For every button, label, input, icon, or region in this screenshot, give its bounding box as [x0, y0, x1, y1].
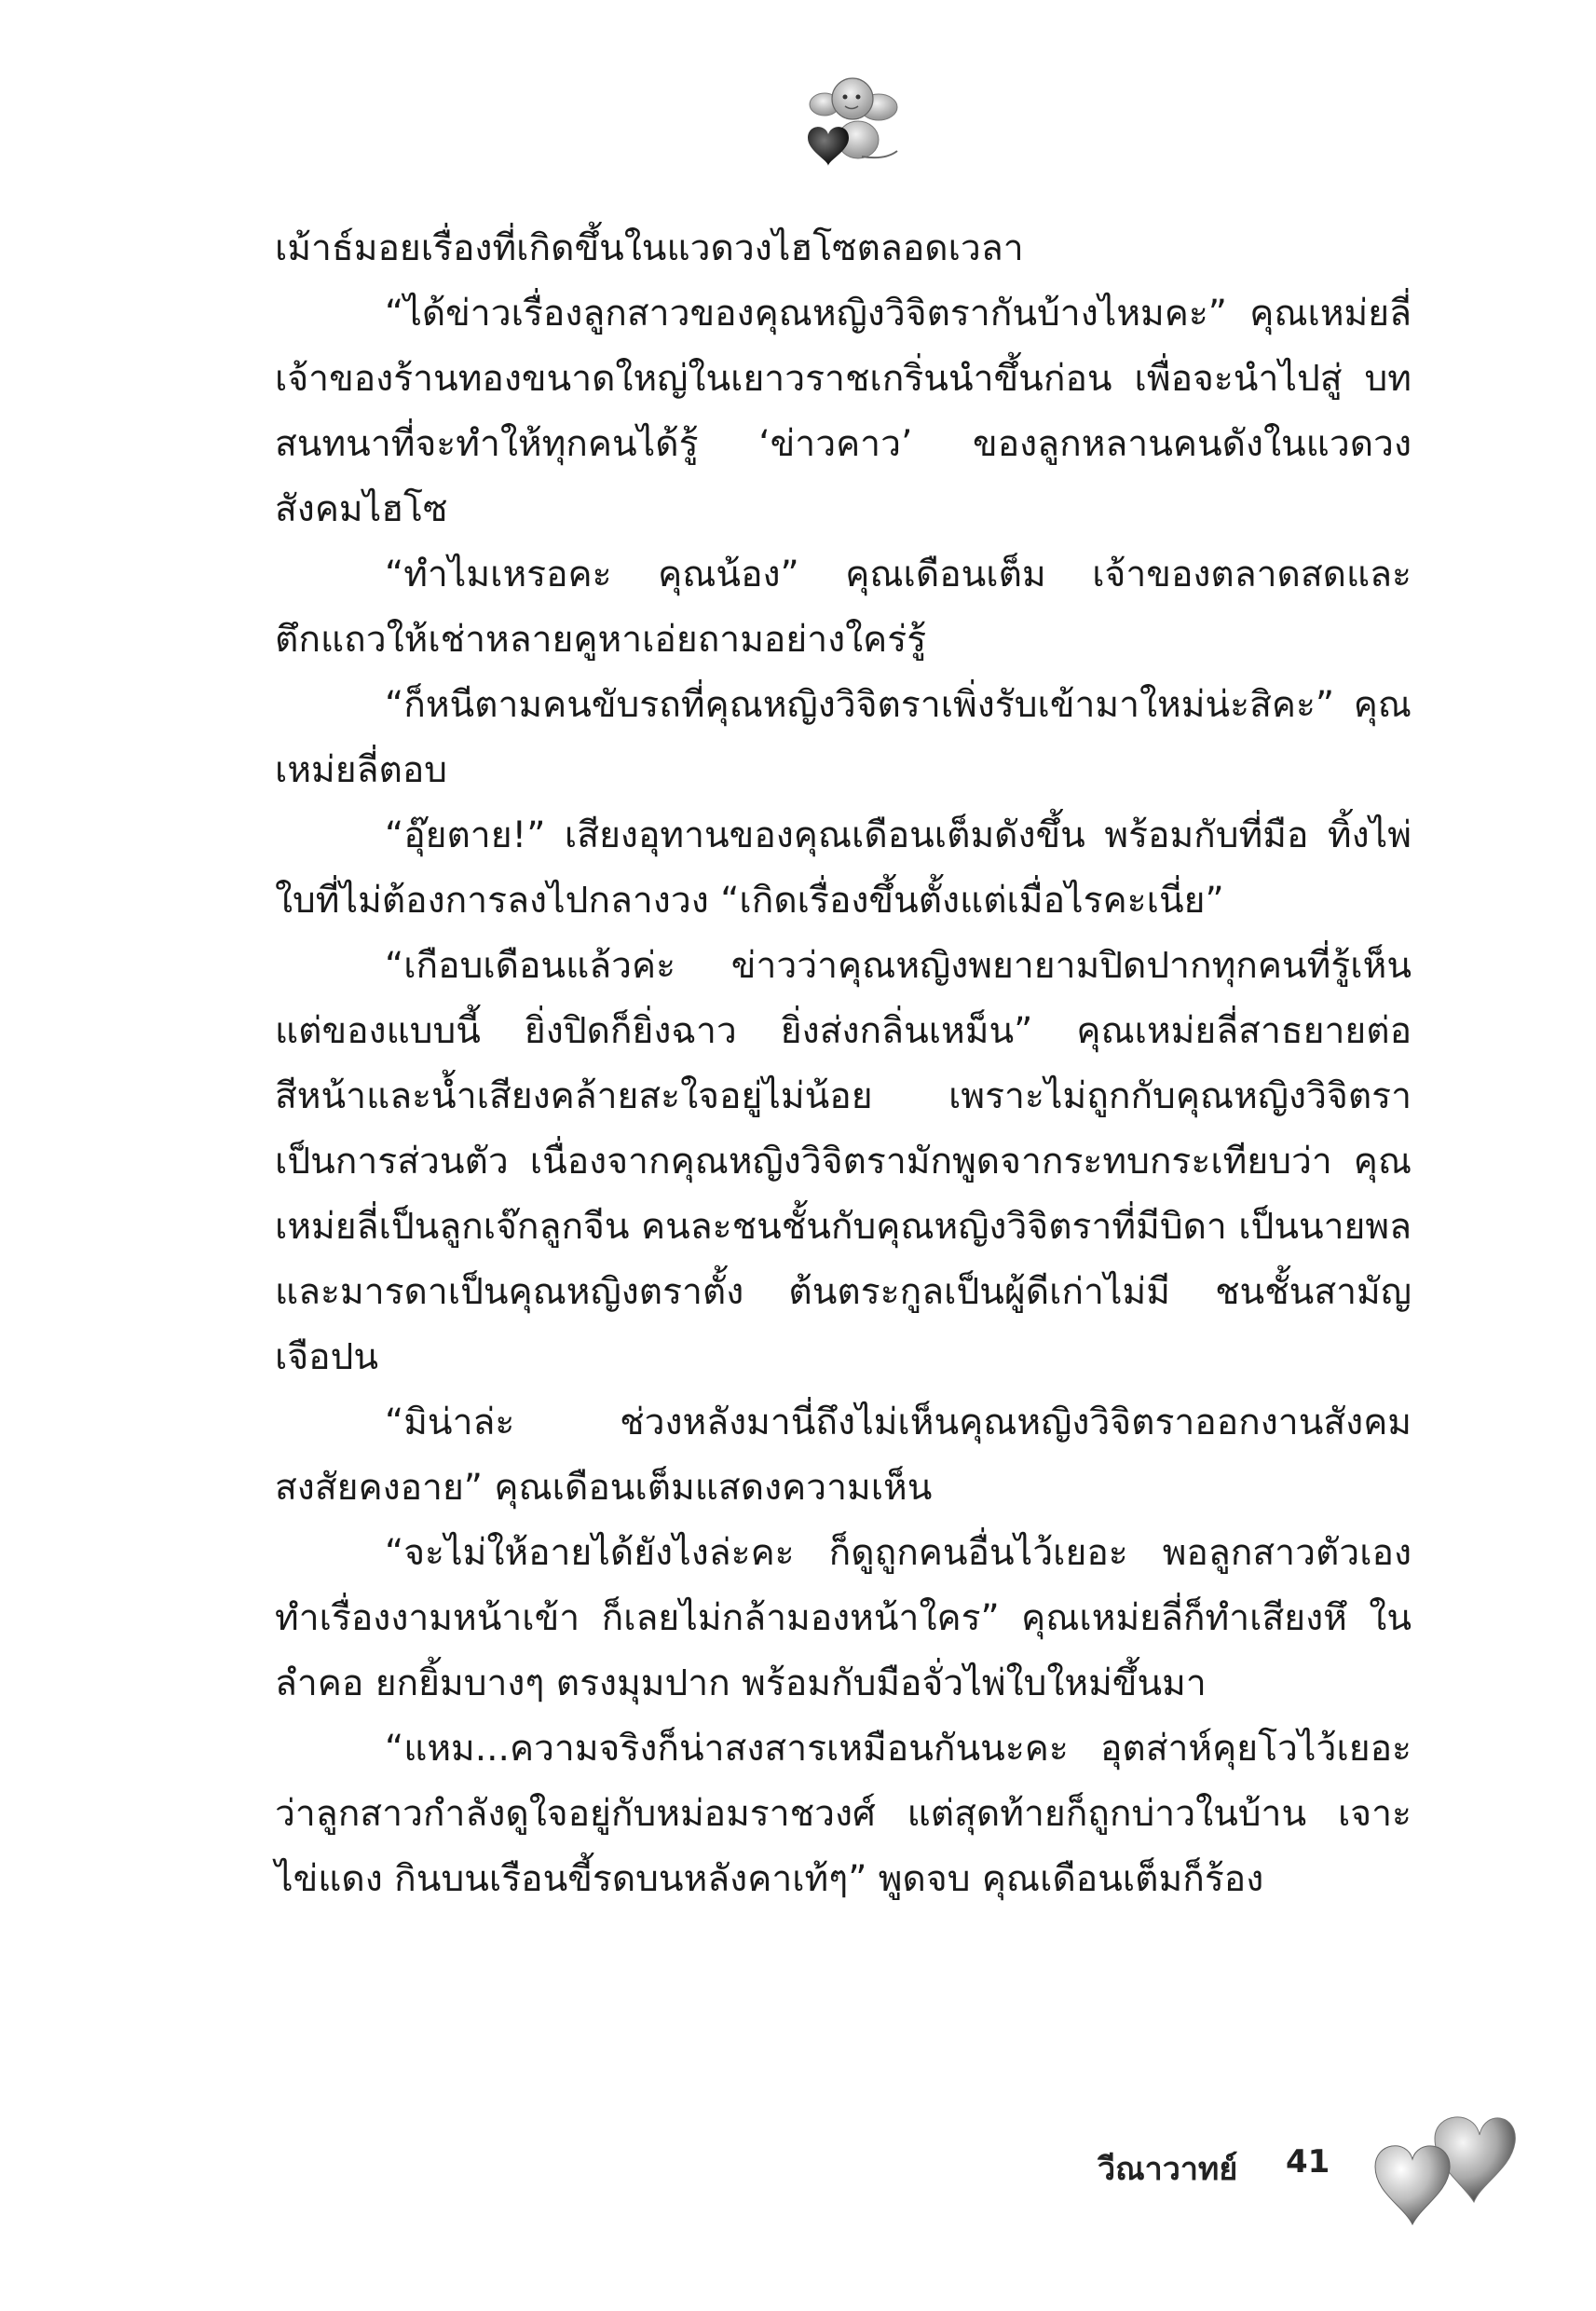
- running-footer-title: วีณาวาทย์: [1098, 2151, 1238, 2188]
- cupid-holding-heart-icon: [797, 65, 904, 172]
- paragraph: เม้าธ์มอยเรื่องที่เกิดขึ้นในแวดวงไฮโซตลอดเวลา: [275, 227, 1024, 269]
- paragraph: “ก็หนีตามคนขับรถที่คุณหญิงวิจิตราเพิ่งรับเข้ามาใหม่น่ะสิคะ” คุณเหม่ยลี่ตอบ: [275, 684, 1412, 791]
- paragraph: “จะไม่ให้อายได้ยังไงล่ะคะ ก็ดูถูกคนอื่นไว้เยอะ พอลูกสาวตัวเอง ทำเรื่องงามหน้าเข้า ก็เลยไม่กล้ามองหน้าใคร” คุณเหม่ยลี่ก็ทำเสียงหึ ในลำคอ ยกยิ้มบางๆ ตรงมุมปาก พร้อมกับมือจั่วไพ่ใบใหม่ขึ้นมา: [275, 1532, 1412, 1704]
- paragraph: “มิน่าล่ะ ช่วงหลังมานี่ถึงไม่เห็นคุณหญิงวิจิตราออกงานสังคม สงสัยคงอาย” คุณเดือนเต็มแสดงความเห็น: [275, 1402, 1412, 1509]
- paragraph: “ได้ข่าวเรื่องลูกสาวของคุณหญิงวิจิตรากันบ้างไหมคะ” คุณเหม่ยลี่ เจ้าของร้านทองขนาดใหญ่ในเยาวราชเกริ่นนำขึ้นก่อน เพื่อจะนำไปสู่ บทสนทนาที่จะทำให้ทุกคนได้รู้ ‘ข่าวคาว’ ของลูกหลานคนดังในแวดวง สังคมไฮโซ: [275, 293, 1412, 530]
- silver-hearts-icon: [1370, 2101, 1519, 2227]
- body-text: [275, 216, 1412, 1912]
- paragraph: “อุ๊ยตาย!” เสียงอุทานของคุณเดือนเต็มดังขึ้น พร้อมกับที่มือ ทิ้งไพ่ใบที่ไม่ต้องการลงไปกลางวง “เกิดเรื่องขึ้นตั้งแต่เมื่อไรคะเนี่ย”: [275, 814, 1412, 922]
- paragraph: “แหม...ความจริงก็น่าสงสารเหมือนกันนะคะ อุตส่าห์คุยโวไว้เยอะ ว่าลูกสาวกำลังดูใจอยู่กับหม่อมราชวงศ์ แต่สุดท้ายก็ถูกบ่าวในบ้าน เจาะไข่แดง กินบนเรือนขี้รดบนหลังคาเท้ๆ” พูดจบ คุณเดือนเต็มก็ร้อง: [275, 1728, 1412, 1900]
- page-number: 41: [1286, 2143, 1330, 2181]
- paragraph: “ทำไมเหรอคะ คุณน้อง” คุณเดือนเต็ม เจ้าของตลาดสดและ ตึกแถวให้เช่าหลายคูหาเอ่ยถามอย่างใคร่รู้: [275, 554, 1412, 661]
- paragraph: “เกือบเดือนแล้วค่ะ ข่าวว่าคุณหญิงพยายามปิดปากทุกคนที่รู้เห็น แต่ของแบบนี้ ยิ่งปิดก็ยิ่งฉาว ยิ่งส่งกลิ่นเหม็น” คุณเหม่ยลี่สาธยายต่อ สีหน้าและน้ำเสียงคล้ายสะใจอยู่ไม่น้อย เพราะไม่ถูกกับคุณหญิงวิจิตรา เป็นการส่วนตัว เนื่องจากคุณหญิงวิจิตรามักพูดจากระทบกระเทียบว่า คุณเหม่ยลี่เป็นลูกเจ๊กลูกจีน คนละชนชั้นกับคุณหญิงวิจิตราที่มีบิดา เป็นนายพล และมารดาเป็นคุณหญิงตราตั้ง ต้นตระกูลเป็นผู้ดีเก่าไม่มี ชนชั้นสามัญเจือปน: [275, 945, 1412, 1378]
